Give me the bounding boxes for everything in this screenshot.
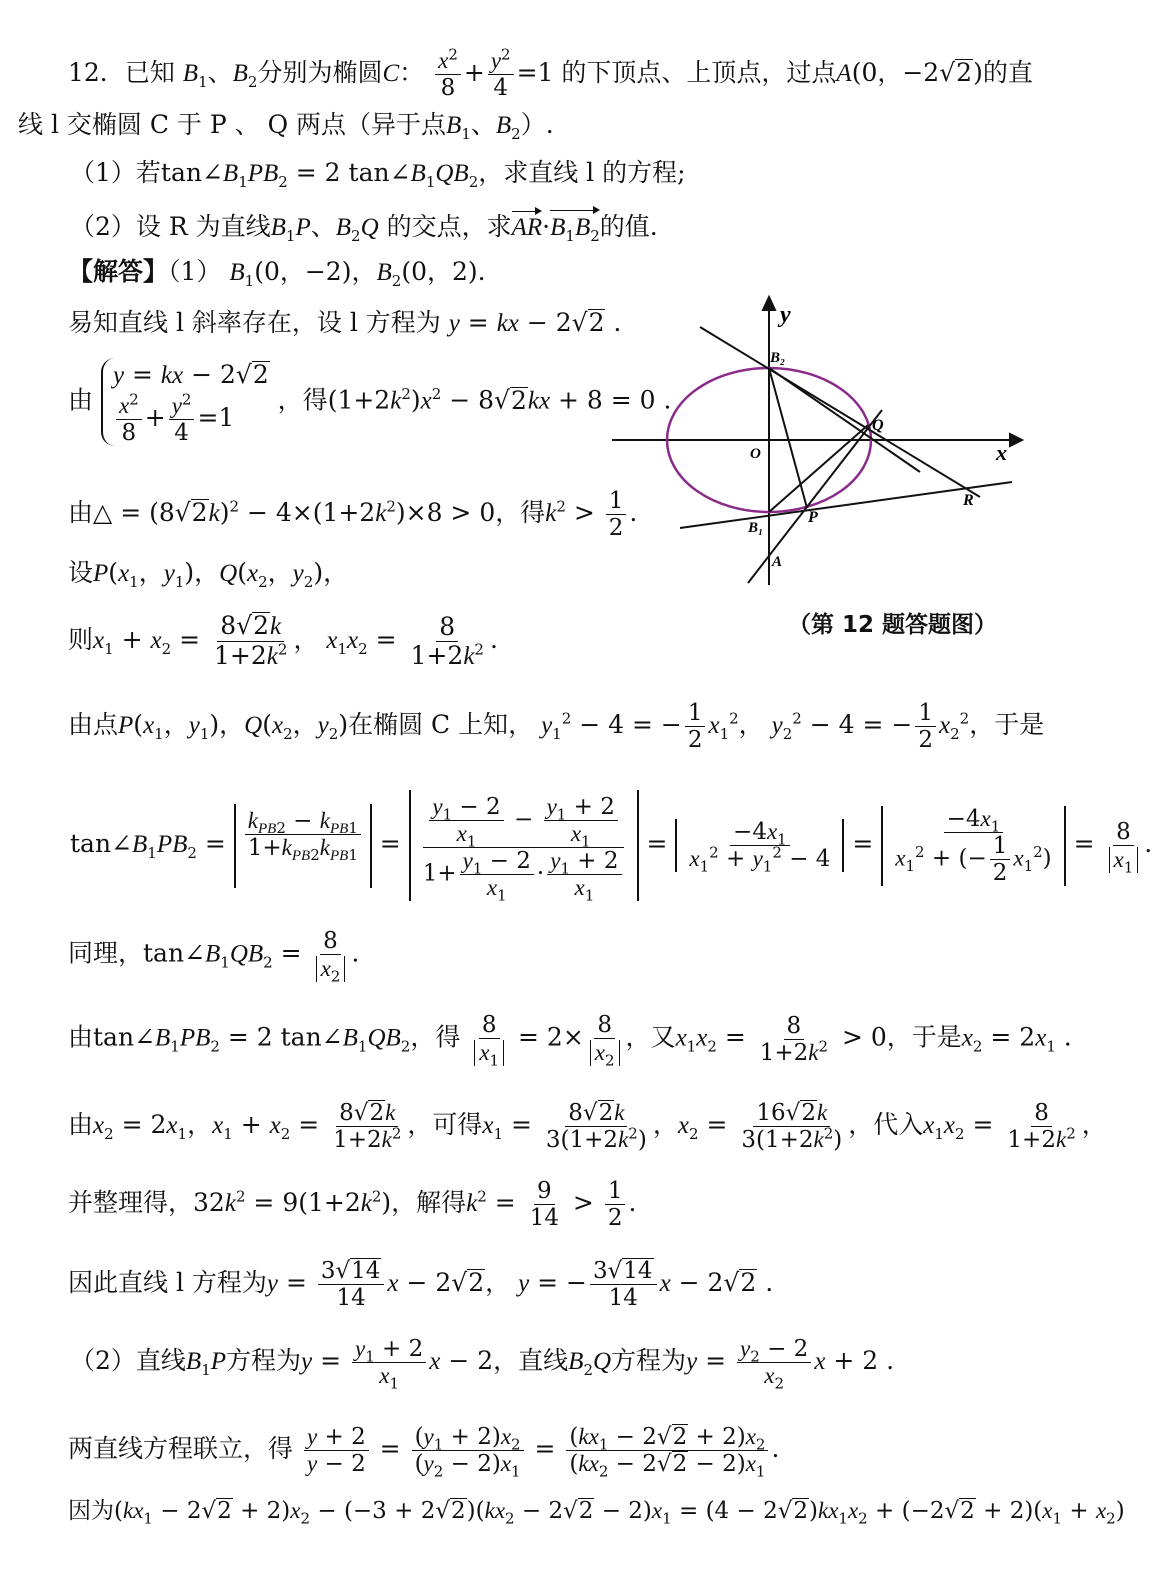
label-a: A (772, 554, 783, 570)
label-q: Q (872, 417, 884, 434)
solution-header: 【解答】（1） $B_1(0$，−2)，$B_2(0$，2). (68, 257, 486, 290)
result-line: 因此直线 l 方程为y = $\frac{3√14}{14}$ x − 2√2， y = − $\frac{3√14}{14}$ x − 2√2 . (68, 1258, 774, 1311)
problem-line-1: 12．已知 $B_1$、$B_2$分别为椭圆C： $\frac{x^2}{8}$ + $\frac{y^2}{4}$ =1 的下顶点、上顶点，过点A(0，−2√2)的直 (68, 45, 1033, 101)
line-b2-upper (769, 368, 920, 472)
vieta: 则$x_1 + x_2$ = $\frac{8√2k}{1+2k^2}$ ， $x_1x_2$ = $\frac{8}{1+2k^2}$ . (68, 611, 498, 670)
line-b2-r (700, 327, 980, 497)
figure-caption: （第 12 题答题图） (788, 612, 998, 638)
label-b2: B₂ (770, 350, 786, 366)
substitute-line: 由$x_2 = 2x_1$，$x_1 + x_2$ = $\frac{8√2k}{1+2k^2}$ ，可得$x_1$ = $\frac{8√2k}{3(1+2k^2)}$ ，$x_2$ = $\frac{16√2k}{3(1+2k^2)}$ ，代入$x_1x_2$ = $\frac{8}{1+2k^2}$ ， (68, 1100, 1107, 1153)
question-1: （1）若$\tan\angle B_1PB_2 = 2$ $\tan\angle B_1QB_2$，求直线 l 的方程; (70, 158, 686, 191)
set-pq: 设$P(x_1$，$y_1$)，$Q(x_2$，$y_2$)， (68, 558, 349, 591)
label-y: y (780, 302, 791, 328)
line-b1-q (769, 425, 868, 512)
label-b1: B₁ (748, 520, 764, 536)
label-x: x (996, 440, 1007, 465)
slope-line: 易知直线 l 斜率存在，设 l 方程为 y = kx − 2√2 . (68, 308, 622, 337)
lianli-line: 两直线方程联立，得 $\frac{y + 2}{y - 2}$ = $\frac{(y_1 + 2)x_2}{(y_2 - 2)x_1}$ = $\frac{(kx_1 - 2√2 + 2)x_2}{(kx_2 - 2√2 - 2)x_1}$ . (68, 1424, 780, 1481)
part2-lines: （2）直线$B_1P$方程为y = $\frac{y_1 + 2}{x_1}$ x − 2，直线$B_2Q$方程为y = $\frac{y_2 - 2}{x_2}$ x + 2 . (70, 1336, 895, 1393)
delta-line: 由△ = $(8√2k)^2 - 4\times(1+2k^2)\times 8 > 0$，得$k^2$ > $\frac{1}{2}$ . (68, 488, 638, 541)
question-2: （2）设 R 为直线$B_1P$、$B_2Q$ 的交点，求$AR\cdot B_1B_2$的值. (70, 208, 658, 243)
x-axis-arrow (1010, 434, 1022, 446)
tan-relation: 由$\tan\angle B_1PB_2 = 2$ $\tan\angle B_1QB_2$，得 $\frac{8}{x_1}$ = 2× $\frac{8}{x_2}$ ，又$x_1x_2$ = $\frac{8}{1+2k^2}$ > 0，于是$x_2 = 2x_1$ . (68, 1012, 1072, 1070)
label-o: O (750, 446, 761, 462)
label-r: R (963, 492, 974, 509)
yinwei-line: 因为$(kx_1 - 2√2 + 2)x_2 - (-3 + 2√2)(kx_2 - 2√2 - 2)x_1 = (4 - 2√2)kx_1x_2 + (-2√2 + 2)(x_1 + x_2)$ (68, 1498, 1125, 1528)
label-p: P (808, 509, 818, 526)
system-equation: 由 y = kx − 2√2 $\frac{x^2}{8}$ + $\frac{y^2}{4}$ =1 ，得$(1+2k^2)x^2 - 8√2kx + 8 = 0$ . (68, 360, 672, 446)
ellipse-figure (600, 290, 1040, 590)
y-axis-arrow (763, 297, 775, 310)
on-ellipse: 由点$P(x_1$，$y_1$)，$Q(x_2$，$y_2$)在椭圆 C 上知， $y_1^2 - 4$ = − $\frac{1}{2}$ $x_1^2$， $y_2^2 - 4$ = − $\frac{1}{2}$ $x_2^2$，于是 (68, 700, 1045, 753)
tongli-line: 同理，$\tan\angle B_1QB_2$ = $\frac{8}{x_2}$ . (68, 928, 360, 986)
solve-k-line: 并整理得，$32k^2 = 9(1+2k^2)$，解得$k^2$ = $\frac{9}{14}$ > $\frac{1}{2}$ . (68, 1178, 637, 1231)
tan-formula: $\tan\angle B_1PB_2$ = $\frac{k_{PB2} - k_{PB1}}{1+k_{PB2}k_{PB1}}$ = $\frac{y_1 - 2}{x_1}$ − $\frac{y_1 + 2}{x_1}$ 1+ $\frac{y_1 - 2}{x_1}$ · $\frac{y_1 + 2}{x_1}$ = $\frac{-4x_1}{x_1^2 + y_1^2 - 4}$ = $-4x_1$ $x_1^2$ + (− $\frac{1}{2}$ $x_1^2$) = $\frac{8}{x_1}$ . (70, 790, 1152, 901)
problem-line-2: 线 l 交椭圆 C 于 P 、 Q 两点（异于点$B_1$、$B_2$）. (18, 110, 554, 143)
